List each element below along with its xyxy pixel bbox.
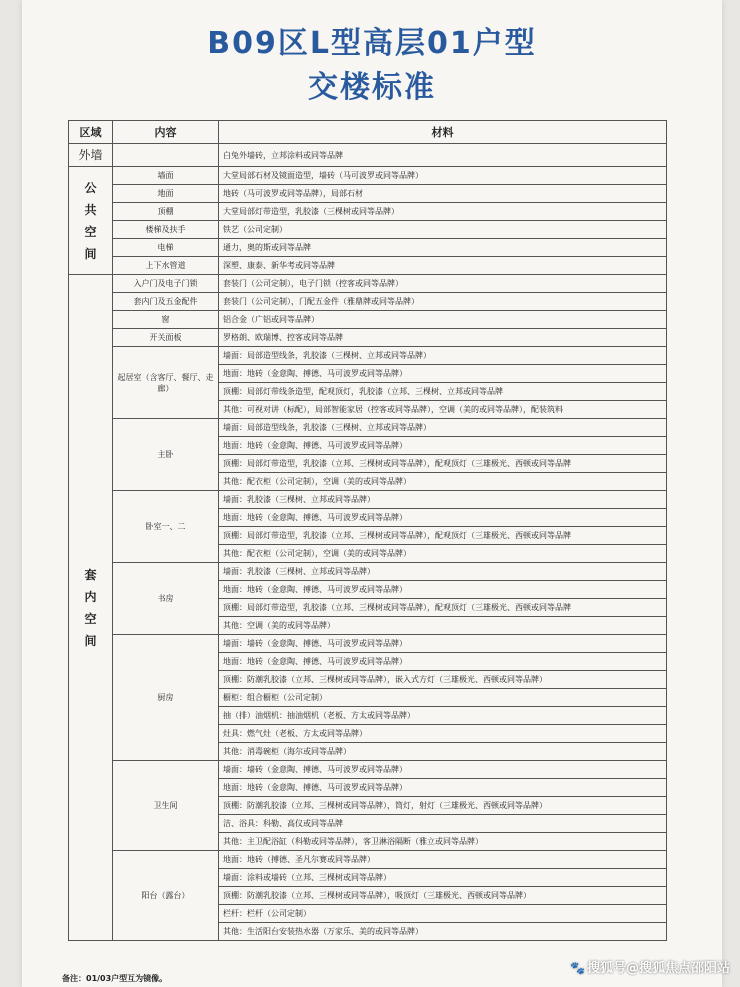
table-body [69,144,667,941]
material-cell: 罗格朗、欧瑞博、控客或同等品牌 [219,329,667,347]
material-cell: 顶棚：局部灯带造型，乳胶漆（立邦、三棵树或同等品牌），配观顶灯（三雄极光、西顿或同等品牌 [219,455,667,473]
delivery-standard-table [68,120,667,941]
material-cell: 地面：地砖（金意陶、搏德、马可波罗或同等品牌） [219,365,667,383]
material-cell: 地面：地砖（金意陶、搏德、马可波罗或同等品牌） [219,437,667,455]
material-cell: 墙面：墙砖（金意陶、搏德、马可波罗或同等品牌） [219,761,667,779]
item-cell: 开关面板 [113,329,219,347]
room-cell: 书房 [113,563,219,635]
material-cell: 顶棚：局部灯带线条造型，配观顶灯，乳胶漆（立邦、三棵树、立邦或同等品牌 [219,383,667,401]
table-row [69,203,667,221]
room-cell: 主卧 [113,419,219,491]
document-title: B09区L型高层01户型 [207,26,537,61]
material-cell: 栏杆：栏杆（公司定制） [219,905,667,923]
material-cell: 其他：可视对讲（标配），局部智能家居（控客或同等品牌），空调（美的或同等品牌），配装筑料 [219,401,667,419]
table-row [69,275,667,293]
material-cell: 灶具：燃气灶（老板、方太或同等品牌） [219,725,667,743]
item-cell: 顶棚 [113,203,219,221]
room-cell: 厨房 [113,635,219,761]
material-cell: 铝合金（广铝或同等品牌） [219,311,667,329]
item-cell: 地面 [113,185,219,203]
material-cell: 橱柜：组合橱柜（公司定制） [219,689,667,707]
room-cell: 阳台（露台） [113,851,219,941]
material-cell: 套装门（公司定制），门配五金件（雅鼎牌或同等品牌） [219,293,667,311]
item-cell: 上下水管道 [113,257,219,275]
material-cell: 其他：主卫配浴缸（科勒或同等品牌），客卫淋浴隔断（雅立或同等品牌） [219,833,667,851]
material-cell: 洁、浴具：科勒、高仪或同等品牌 [219,815,667,833]
material-cell: 墙面：乳胶漆（三棵树、立邦或同等品牌） [219,563,667,581]
header-material: 材料 [219,121,667,144]
material-cell: 白兔外墙砖，立邦涂料或同等品牌 [219,144,667,167]
zone-exterior: 外墙 [69,144,113,167]
zone-public: 公共空间 [69,167,113,275]
zone-interior: 套内空间 [69,275,113,941]
material-cell: 地面：地砖（金意陶、搏德、马可波罗或同等品牌） [219,581,667,599]
material-cell: 通力，奥的斯或同等品牌 [219,239,667,257]
table-row [69,563,667,581]
material-cell: 大堂局部灯带造型，乳胶漆（三棵树或同等品牌） [219,203,667,221]
room-cell: 起居室（含客厅、餐厅、走廊） [113,347,219,419]
material-cell: 顶棚：局部灯带造型，乳胶漆（立邦、三棵树或同等品牌），配观顶灯（三雄极光、西顿或同等品牌 [219,599,667,617]
table-row [69,239,667,257]
room-cell: 卧室一、二 [113,491,219,563]
table-row [69,311,667,329]
table-row [69,257,667,275]
table-row [69,635,667,653]
material-cell: 地砖（马可波罗或同等品牌），局部石材 [219,185,667,203]
material-cell: 其他：消毒碗柜（海尔或同等品牌） [219,743,667,761]
material-cell: 墙面：局部造型线条，乳胶漆（三棵树、立邦或同等品牌） [219,419,667,437]
item-cell: 电梯 [113,239,219,257]
table-row [69,144,667,167]
material-cell: 墙面：乳胶漆（三棵树、立邦或同等品牌） [219,491,667,509]
item-cell: 墙面 [113,167,219,185]
footnote: 备注：01/03户型互为镜像。 [62,974,168,983]
material-cell: 铁艺（公司定制） [219,221,667,239]
table-row [69,185,667,203]
material-cell: 其他：配衣柜（公司定制），空调（美的或同等品牌） [219,545,667,563]
item-cell [113,144,219,167]
material-cell: 其他：空调（美的或同等品牌） [219,617,667,635]
table-row [69,491,667,509]
header-zone: 区域 [69,121,113,144]
item-cell: 窗 [113,311,219,329]
material-cell: 地面：地砖（金意陶、搏德、马可波罗或同等品牌） [219,779,667,797]
document-subtitle: 交楼标准 [308,70,436,105]
material-cell: 其他：生活阳台安装热水器（万家乐、美的或同等品牌） [219,923,667,941]
item-cell: 入户门及电子门锁 [113,275,219,293]
table-row [69,851,667,869]
material-cell: 顶棚：防潮乳胶漆（立邦、三棵树或同等品牌），吸顶灯（三雄极光、西顿或同等品牌） [219,887,667,905]
material-cell: 墙面：墙砖（金意陶、搏德、马可波罗或同等品牌） [219,635,667,653]
material-cell: 地面：地砖（金意陶、搏德、马可波罗或同等品牌） [219,653,667,671]
material-cell: 地面：地砖（金意陶、搏德、马可波罗或同等品牌） [219,509,667,527]
material-cell: 深塑、康泰、新华考或同等品牌 [219,257,667,275]
table-row [69,293,667,311]
material-cell: 墙面：涂料或墙砖（立邦、三棵树或同等品牌） [219,869,667,887]
table-row [69,347,667,365]
table-row [69,419,667,437]
item-cell: 楼梯及扶手 [113,221,219,239]
material-cell: 顶棚：局部灯带造型，乳胶漆（立邦、三棵树或同等品牌），配观顶灯（三雄极光、西顿或同等品牌 [219,527,667,545]
material-cell: 套装门（公司定制），电子门锁（控客或同等品牌） [219,275,667,293]
material-cell: 其他：配衣柜（公司定制），空调（美的或同等品牌） [219,473,667,491]
header-content: 内容 [113,121,219,144]
table-row [69,221,667,239]
table-header-row [69,121,667,144]
material-cell: 墙面：局部造型线条，乳胶漆（三棵树、立邦或同等品牌） [219,347,667,365]
material-cell: 地面：地砖（搏德、圣凡尔赛或同等品牌） [219,851,667,869]
table-row [69,329,667,347]
item-cell: 套内门及五金配件 [113,293,219,311]
material-cell: 顶棚：防潮乳胶漆（立邦、三棵树或同等品牌），筒灯，射灯（三雄极光、西顿或同等品牌） [219,797,667,815]
material-cell: 大堂局部石材及镜面造型，墙砖（马可波罗或同等品牌） [219,167,667,185]
table-row [69,761,667,779]
room-cell: 卫生间 [113,761,219,851]
paw-icon: 🐾 [570,961,585,975]
material-cell: 顶棚：防潮乳胶漆（立邦、三棵树或同等品牌），嵌入式方灯（三雄极光、西顿或同等品牌） [219,671,667,689]
watermark: 🐾 搜狐号@搜狐焦点邵阳站 [570,961,730,976]
table-row [69,167,667,185]
material-cell: 抽（排）油烟机：抽油烟机（老板、方太或同等品牌） [219,707,667,725]
